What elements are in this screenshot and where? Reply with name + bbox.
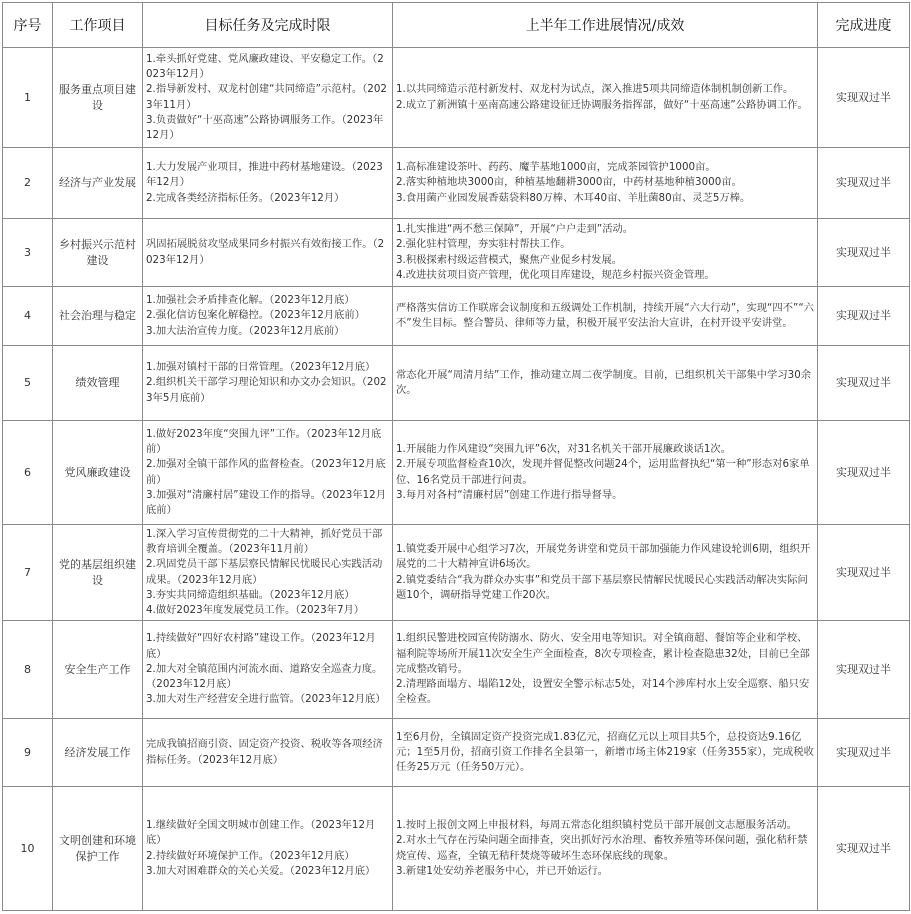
work-item: 绩效管理 bbox=[53, 346, 143, 421]
table-row bbox=[3, 219, 910, 287]
row-number: 3 bbox=[3, 219, 53, 287]
header-targets: 目标任务及完成时限 bbox=[143, 3, 393, 48]
completion-status: 实现双过半 bbox=[818, 421, 910, 525]
table-row bbox=[3, 421, 910, 525]
target-line: 2.巩固党员干部下基层察民情解民忧暖民心实践活动成果。（2023年12月底） bbox=[146, 558, 383, 586]
target-tasks bbox=[143, 287, 393, 346]
work-item: 服务重点项目建设 bbox=[53, 48, 143, 148]
target-line: 2.加大对全镇范围内河流水面、道路安全巡查力度。（2023年12月底） bbox=[146, 662, 383, 691]
progress-details bbox=[393, 421, 818, 525]
progress-line: 3.食用菌产业园发展香菇袋料80万棒、木耳40亩、羊肚菌80亩、灵芝5万棒。 bbox=[396, 191, 751, 204]
header-item: 工作项目 bbox=[53, 3, 143, 48]
progress-line: 1.开展能力作风建设“突围九评”6次，对31名机关干部开展廉政谈话1次。 bbox=[396, 443, 732, 456]
header-status: 完成进度 bbox=[818, 3, 910, 48]
target-line: 3.负责做好“十巫高速”公路协调服务工作。（2023年12月） bbox=[146, 113, 384, 141]
target-line: 3.加大法治宣传力度。（2023年12月底前） bbox=[146, 324, 345, 337]
target-line: 1.加强社会矛盾排查化解。（2023年12月底） bbox=[146, 294, 355, 307]
progress-details bbox=[393, 287, 818, 346]
progress-details bbox=[393, 48, 818, 148]
table-row bbox=[3, 48, 910, 148]
progress-line: 1.扎实推进“两不愁三保障”，开展“户户走到”活动。 bbox=[396, 223, 634, 236]
target-line: 1.做好2023年度“突围九评”工作。（2023年12月底前） bbox=[146, 427, 382, 456]
table-header-row bbox=[3, 3, 910, 48]
target-line: 1.持续做好“四好农村路”建设工作。（2023年12月底） bbox=[146, 632, 376, 660]
completion-status: 实现双过半 bbox=[818, 287, 910, 346]
completion-status: 实现双过半 bbox=[818, 719, 910, 787]
table-row bbox=[3, 346, 910, 421]
table-row bbox=[3, 148, 910, 219]
target-tasks bbox=[143, 525, 393, 621]
progress-details bbox=[393, 621, 818, 719]
table-body bbox=[3, 48, 910, 911]
target-line: 1.牵头抓好党建、党风廉政建设、平安稳定工作。（2023年12月） bbox=[146, 52, 384, 81]
progress-line: 2.成立了新洲镇十巫南高速公路建设征迁协调服务指挥部，做好“十巫高速”公路协调工作。 bbox=[396, 98, 808, 111]
target-line: 3.加大对生产经营安全进行监管。（2023年12月底） bbox=[146, 693, 386, 706]
progress-line: 1.高标准建设茶叶、药药、魔芋基地1000亩，完成茶园管护1000亩。 bbox=[396, 161, 716, 174]
completion-status: 实现双过半 bbox=[818, 148, 910, 219]
target-line: 1.加强对镇村干部的日常管理。（2023年12月底） bbox=[146, 361, 376, 374]
table-row bbox=[3, 525, 910, 621]
target-tasks bbox=[143, 148, 393, 219]
progress-line: 2.清理路面塌方、塌陷12处，设置安全警示标志5处，对14个涉库村水上安全巡察、船只安全检查。 bbox=[396, 678, 810, 706]
target-line: 4.做好2023年度发展党员工作。（2023年7月） bbox=[146, 603, 365, 616]
target-line: 2.组织机关干部学习理论知识和办文办会知识。（2023年5月底前） bbox=[146, 376, 387, 404]
row-number: 2 bbox=[3, 148, 53, 219]
table-row bbox=[3, 787, 910, 911]
progress-line: 2.镇党委结合“我为群众办实事”和党员干部下基层察民情解民忧暖民心实践活动解决实际问题10个，调研指导党建工作20次。 bbox=[396, 573, 808, 601]
target-tasks bbox=[143, 421, 393, 525]
row-number: 7 bbox=[3, 525, 53, 621]
target-tasks bbox=[143, 719, 393, 787]
completion-status: 实现双过半 bbox=[818, 346, 910, 421]
row-number: 1 bbox=[3, 48, 53, 148]
completion-status: 实现双过半 bbox=[818, 219, 910, 287]
row-number: 6 bbox=[3, 421, 53, 525]
target-line: 3.夯实共同缔造组织基础。（2023年12月底） bbox=[146, 588, 355, 601]
completion-status: 实现双过半 bbox=[818, 787, 910, 911]
progress-line: 4.改进扶贫项目资产管理，优化项目库建设，规范乡村振兴资金管理。 bbox=[396, 268, 715, 281]
progress-line: 1.组织民警进校园宣传防溺水、防火、安全用电等知识。对全镇商超、餐馆等企业和学校、福利院等场所开展11次安全生产全面检查，8次专项检查，累计检查隐患32处，目前已全部完成整改销号。 bbox=[396, 632, 810, 675]
target-line: 1.继续做好全国文明城市创建工作。（2023年12月底） bbox=[146, 819, 376, 847]
progress-line: 2.强化驻村管理，夯实驻村帮扶工作。 bbox=[396, 238, 571, 251]
target-line: 2.加强对全镇干部作风的监督检查。（2023年12月底前） bbox=[146, 458, 386, 486]
row-number: 8 bbox=[3, 621, 53, 719]
target-line: 巩固拓展脱贫攻坚成果同乡村振兴有效衔接工作。（2023年12月） bbox=[146, 238, 385, 266]
completion-status: 实现双过半 bbox=[818, 525, 910, 621]
progress-line: 常态化开展“周清月结”工作，推动建立周二夜学制度。目前，已组织机关干部集中学习30余次。 bbox=[396, 368, 812, 396]
progress-details bbox=[393, 219, 818, 287]
progress-details bbox=[393, 525, 818, 621]
progress-details bbox=[393, 719, 818, 787]
progress-details bbox=[393, 346, 818, 421]
work-progress-table bbox=[2, 2, 910, 911]
progress-line: 1至6月份，全镇固定资产投资完成1.83亿元，招商亿元以上项目共5个，总投资达9.16亿元；1至5月份，招商引资工作排名全县第一，新增市场主体219家（任务355家），完成税收任务25万元（任务50万元）。 bbox=[396, 730, 814, 774]
work-item: 乡村振兴示范村建设 bbox=[53, 219, 143, 287]
progress-line: 严格落实信访工作联席会议制度和五级调处工作机制，持续开展“六大行动”，实现“四不”“六不”发生目标。整合警员、律师等力量，积极开展平安法治大宣讲，在村开设平安讲堂。 bbox=[396, 301, 814, 329]
progress-details bbox=[393, 148, 818, 219]
progress-details bbox=[393, 787, 818, 911]
work-item: 社会治理与稳定 bbox=[53, 287, 143, 346]
work-item: 经济发展工作 bbox=[53, 719, 143, 787]
target-tasks bbox=[143, 219, 393, 287]
target-tasks bbox=[143, 346, 393, 421]
progress-line: 2.开展专项监督检查10次，发现并督促整改问题24个，运用监督执纪“第一种”形态对6家单位、16名党员干部进行问责。 bbox=[396, 458, 810, 486]
progress-line: 1.按时上报创文网上申报材料，每周五常态化组织镇村党员干部开展创文志愿服务活动。 bbox=[396, 819, 798, 832]
target-line: 3.加大对困难群众的关心关爱。（2023年12月底） bbox=[146, 864, 376, 877]
completion-status: 实现双过半 bbox=[818, 48, 910, 148]
target-line: 2.强化信访包案化解稳控。（2023年12月底前） bbox=[146, 309, 366, 322]
target-line: 1.大力发展产业项目，推进中药材基地建设。（2023年12月） bbox=[146, 161, 383, 189]
progress-line: 3.积极探索村级运营模式，聚焦产业促乡村发展。 bbox=[396, 253, 623, 266]
target-tasks bbox=[143, 621, 393, 719]
work-item: 安全生产工作 bbox=[53, 621, 143, 719]
progress-line: 3.每月对各村“清廉村居”创建工作进行指导督导。 bbox=[396, 488, 623, 501]
progress-line: 3.新建1处安幼养老服务中心，并已开始运行。 bbox=[396, 864, 609, 877]
target-line: 2.持续做好环境保护工作。（2023年12月底） bbox=[146, 849, 355, 862]
progress-line: 1.以共同缔造示范村新发村、双龙村为试点，深入推进5项共同缔造体制机制创新工作。 bbox=[396, 83, 794, 96]
target-line: 完成我镇招商引资、固定资产投资、税收等各项经济指标任务。（2023年12月底） bbox=[146, 738, 383, 766]
row-number: 4 bbox=[3, 287, 53, 346]
target-line: 2.指导新发村、双龙村创建“共同缔造”示范村。（2023年11月） bbox=[146, 83, 387, 111]
work-item: 党风廉政建设 bbox=[53, 421, 143, 525]
table-row bbox=[3, 287, 910, 346]
table-row bbox=[3, 719, 910, 787]
work-item: 文明创建和环境保护工作 bbox=[53, 787, 143, 911]
row-number: 5 bbox=[3, 346, 53, 421]
header-no: 序号 bbox=[3, 3, 53, 48]
work-item: 党的基层组织建设 bbox=[53, 525, 143, 621]
table-row bbox=[3, 621, 910, 719]
progress-line: 2.落实种植地块3000亩，种植基地翻耕3000亩，中药材基地种植3000亩。 bbox=[396, 176, 742, 189]
target-line: 3.加强对“清廉村居”建设工作的指导。（2023年12月底前） bbox=[146, 488, 386, 516]
completion-status: 实现双过半 bbox=[818, 621, 910, 719]
work-item: 经济与产业发展 bbox=[53, 148, 143, 219]
target-tasks bbox=[143, 787, 393, 911]
target-tasks bbox=[143, 48, 393, 148]
progress-line: 1.镇党委开展中心组学习7次，开展党务讲堂和党员干部加强能力作风建设轮训6期，组织开展党的二十大精神宣讲6场次。 bbox=[396, 543, 811, 571]
row-number: 9 bbox=[3, 719, 53, 787]
target-line: 2.完成各类经济指标任务。（2023年12月） bbox=[146, 191, 345, 204]
target-line: 1.深入学习宣传贯彻党的二十大精神，抓好党员干部教育培训全覆盖。（2023年11月前） bbox=[146, 527, 383, 556]
progress-line: 2.对水土气存在污染问题全面排查，突出抓好污水治理、畜牧养殖等环保问题，强化秸秆禁烧宣传、巡查，全镇无秸秆焚烧等破坏生态环保底线的现象。 bbox=[396, 834, 808, 862]
header-progress: 上半年工作进展情况/成效 bbox=[393, 3, 818, 48]
row-number: 10 bbox=[3, 787, 53, 911]
